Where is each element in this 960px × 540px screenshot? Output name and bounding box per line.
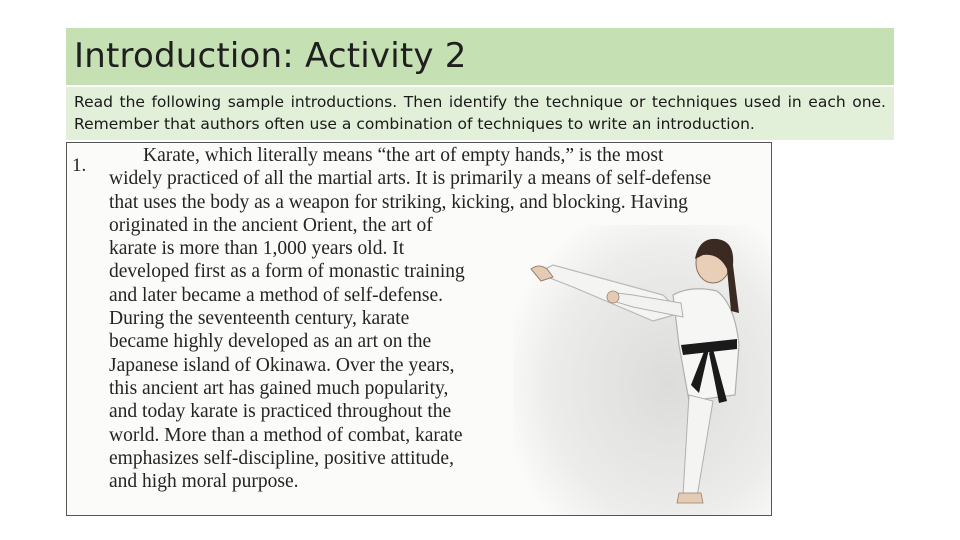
- excerpt-line: this ancient art has gained much popularity,: [109, 377, 449, 399]
- instructions-text: Read the following sample introductions. Then identify the technique or techniques used in each one. Remember that authors often use a combination of techniques to write an introduction.: [74, 93, 886, 133]
- excerpt-line: During the seventeenth century, karate: [109, 308, 410, 330]
- title-bar: [66, 28, 894, 85]
- excerpt-line: Karate, which literally means “the art of empty hands,” is the most: [143, 145, 664, 166]
- excerpt-line: emphasizes self-discipline, positive attitude,: [109, 447, 454, 469]
- excerpt-line: originated in the ancient Orient, the art of: [109, 214, 433, 236]
- excerpt-line: became highly developed as an art on the: [109, 331, 432, 353]
- instructions-bar: [66, 87, 894, 140]
- excerpt-line: and later became a method of self-defense.: [109, 284, 444, 306]
- excerpt-number: 1.: [72, 155, 87, 176]
- excerpt-line: Japanese island of Okinawa. Over the years,: [109, 354, 455, 376]
- slide-title: Introduction: Activity 2: [74, 36, 467, 76]
- excerpt-line: karate is more than 1,000 years old. It: [109, 238, 405, 260]
- excerpt-line: and today karate is practiced throughout the: [109, 401, 452, 423]
- excerpt-line: widely practiced of all the martial arts. It is primarily a means of self-defense: [109, 168, 712, 190]
- excerpt-line: world. More than a method of combat, karate: [109, 424, 463, 446]
- excerpt-line: that uses the body as a weapon for striking, kicking, and blocking. Having: [109, 191, 688, 213]
- scanned-excerpt: [66, 142, 772, 516]
- excerpt-line: developed first as a form of monastic training: [109, 261, 465, 283]
- excerpt-line: and high moral purpose.: [109, 471, 299, 493]
- karate-kick-photo: [513, 225, 771, 515]
